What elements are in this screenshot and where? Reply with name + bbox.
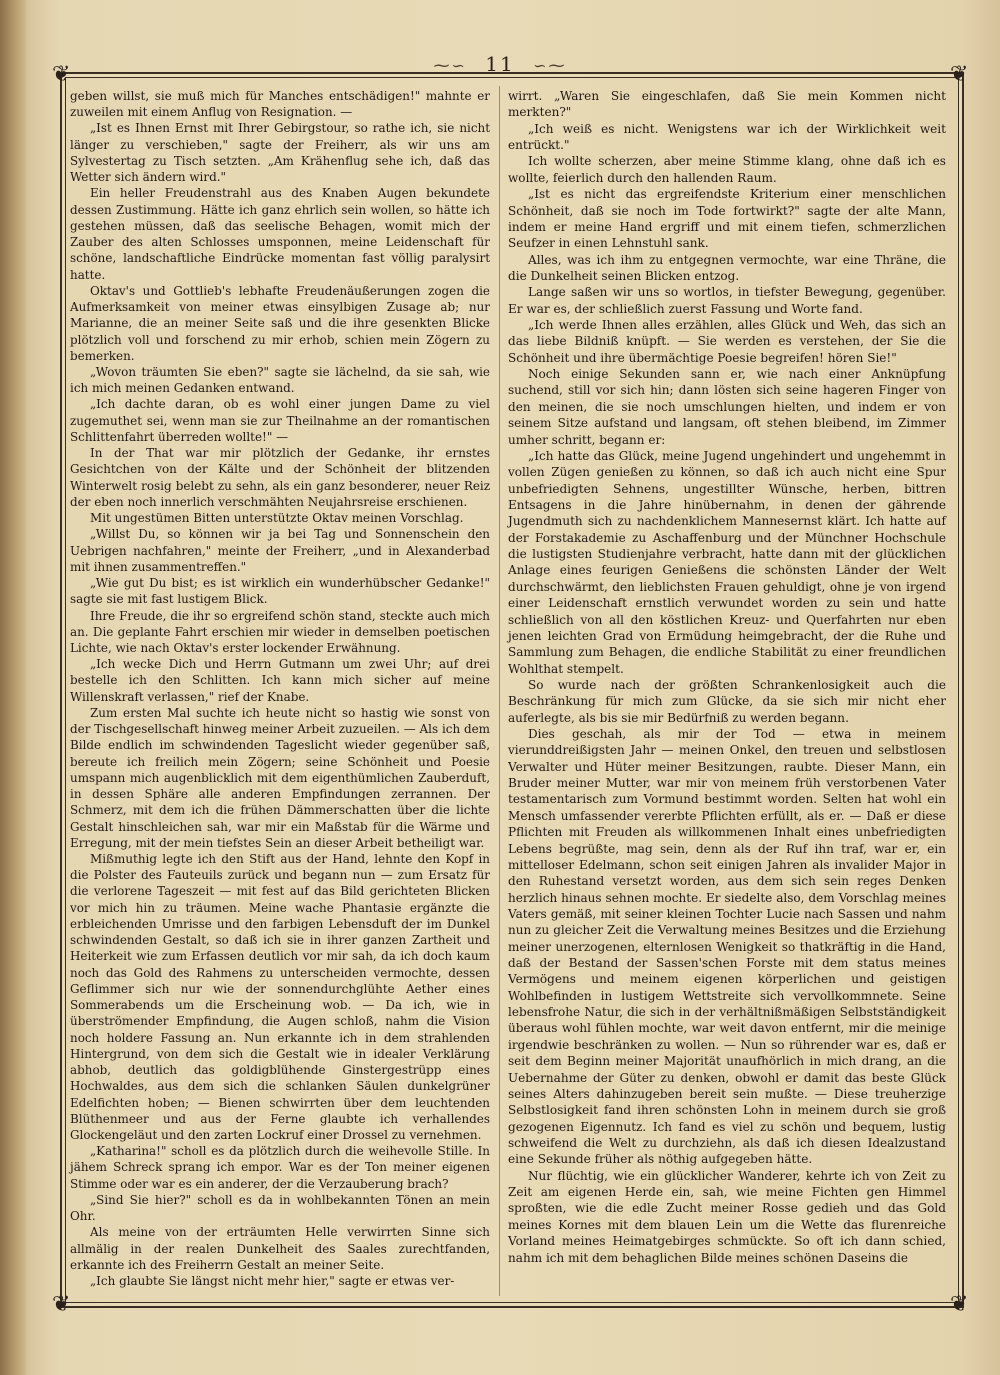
- paragraph: „Ich wecke Dich und Herrn Gutmann um zwei Uhr; auf drei bestelle ich den Schlitten. Ich kann mich sicher auf meine Willenskraft verlassen," rief der Knabe.: [70, 657, 490, 704]
- left-column: [70, 88, 490, 1289]
- paragraph: Ihre Freude, die ihr so ergreifend schön stand, steckte auch mich an. Die geplante Fahrt erschien mir wieder in demselben poetischen Lichte, wie nach Oktav's erster lockender Erwähnung.: [70, 608, 490, 655]
- paragraph: Noch einige Sekunden sann er, wie nach einer Anknüpfung suchend, still vor sich hin; dann lösten sich seine hageren Finger von den meinen, die sie noch umschlungen hielten, und indem er von seinem Sitze aufstand und langsam, oft stehen bleibend, im Zimmer umher schritt, begann er:: [508, 367, 946, 447]
- paragraph: Zum ersten Mal suchte ich heute nicht so hastig wie sonst von der Tischgesellschaft hinweg meiner Arbeit zuzueilen. — Als ich dem Bilde endlich im schwindenden Tageslicht wieder gegenüber saß, bereute ich freilich mein Zögern; seine Schönheit und Poesie umspann mich augenblicklich mit dem eigenthümlichen Zauberduft, in dessen Sphäre alle anderen Empfindungen zerrannen. Der Schmerz, mit dem ich die frühen Dämmerschatten über die lichte Gestalt hinschleichen sah, war mir ein Maßstab für die Wärme und Erregung, mit der mein tiefstes Sein an dieser Arbeit betheiligt war.: [70, 705, 490, 850]
- paragraph: „Wovon träumten Sie eben?" sagte sie lächelnd, da sie sah, wie ich mich meinen Gedanken entwand.: [70, 364, 490, 396]
- paragraph: Ein heller Freudenstrahl aus des Knaben Augen bekundete dessen Zustimmung. Hätte ich ganz ehrlich sein wollen, so hätte ich gestehen müssen, daß das seelische Behagen, womit mich der Zauber des alten Schlosses umsponnen, meine Leidenschaft für schöne, landschaftliche Eindrücke momentan fast völlig paralysirt hatte.: [70, 186, 490, 282]
- paragraph: „Ich weiß es nicht. Wenigstens war ich der Wirklichkeit weit entrückt.": [508, 121, 946, 153]
- column-divider: [499, 86, 500, 1296]
- paragraph: Dies geschah, als mir der Tod — etwa in meinem vierunddreißigsten Jahr — meinen Onkel, den treuen und selbstlosen Verwalter und Hüter meiner Besitzungen, raubte. Dieser Mann, ein Bruder meiner Mutter, war mir von meinem früh verstorbenen Vater testamentarisch zum Vormund bestimmt worden. Selten hat wohl ein Mensch umfassender vererbte Pflichten erfüllt, als er. — Daß er diese Pflichten mit Freuden als willkommenen Inhalt eines unbefriedigten Lebens begrüßte, mag sein, denn als der Ruf ihn traf, war er, ein mittelloser Edelmann, schon seit einigen Jahren als invalider Major in den Ruhestand versetzt worden, aus dem sich sein reges Denken herzlich hinaus sehnen mochte. Er siedelte also, dem Vorschlag meines Vaters gemäß, mit seiner kleinen Tochter Lucie nach Sassen und nahm nun zu gleicher Zeit die Verwaltung meines Besitzes und die Erziehung meiner unerzogenen, elternlosen Wenigkeit so thatkräftig in die Hand, daß der Bestand der Sassen'schen Forste mit dem status meines Vermögens und meinem eigenen körperlichen und geistigen Wohlbefinden in lustigem Wettstreite sich vervollkommnete. Seine lebensfrohe Natur, die sich in der verhältnißmäßigen Selbstständigkeit überaus wohl fühlen mochte, war weit davon entfernt, mir die meinige irgendwie beschränken zu wollen. — Nun so rührender war es, daß er seit dem Beginn meiner Majorität unaufhörlich in mich drang, an die Uebernahme der Güter zu denken, obwohl er damit das beste Glück seines Alters dahinzugeben bereit sein mußte. — Diese treuherzige Selbstlosigkeit fand ihren schönsten Lohn in meinem durch sie groß gezogenen Eigennutz. Ich fand es viel zu schön und bequem, lustig schweifend die Welt zu durchziehn, als daß ich diesen Idealzustand eine Sekunde früher als nöthig aufgegeben hätte.: [508, 727, 946, 1167]
- paragraph: „Sind Sie hier?" scholl es da in wohlbekannten Tönen an mein Ohr.: [70, 1192, 490, 1224]
- corner-ornament-icon: ❦: [52, 62, 71, 87]
- paragraph: Lange saßen wir uns so wortlos, in tiefster Bewegung, gegenüber. Er war es, der schließlich zuerst Fassung und Worte fand.: [508, 285, 946, 316]
- paragraph: „Katharina!" scholl es da plötzlich durch die weihevolle Stille. In jähem Schreck sprang ich empor. War es der Ton meiner eigenen Stimme oder war es ein anderer, der die Verzauberung brach?: [70, 1144, 490, 1191]
- right-column: [508, 88, 946, 1266]
- corner-ornament-icon: ❦: [950, 62, 969, 87]
- paragraph: Oktav's und Gottlieb's lebhafte Freudenäußerungen zogen die Aufmerksamkeit von meiner etwas einsylbigen Zusage ab; nur Marianne, die an meiner Seite saß und die ihre gesenkten Blicke plötzlich voll und forschend zu mir erhob, schien mein Zögern zu bemerken.: [70, 283, 490, 363]
- header-flourish-right: ∽⁓: [533, 56, 567, 75]
- paragraph: Als meine von der erträumten Helle verwirrten Sinne sich allmälig in der realen Dunkelheit des Saales zurechtfanden, erkannte ich des Freiherrn Gestalt an meiner Seite.: [70, 1225, 490, 1272]
- paragraph: Mißmuthig legte ich den Stift aus der Hand, lehnte den Kopf in die Polster des Fauteuils zurück und begann nun — zum Ersatz für die verlorene Tageszeit — mit fest auf das Bild gerichteten Blicken vor mich hin zu träumen. Meine wache Phantasie ergänzte die erbleichenden Umrisse und den farbigen Lebensduft der im Dunkel schwindenden Gestalt, so daß ich sie in ihrer ganzen Zartheit und Heiterkeit wie zum Erfassen deutlich vor mir sah, da ich doch kaum noch das Gold des Rahmens zu unterscheiden vermochte, dessen Geflimmer sich nur wie der sonnendurchglühte Aether eines Sommerabends um die Erscheinung wob. — Da ich, wie in überströmender Empfindung, die Augen schloß, nahm die Vision noch holdere Fassung an. Nun erkannte ich in dem strahlenden Hintergrund, von dem sich die Gestalt wie in idealer Verklärung abhob, deutlich das goldigblühende Ginstergestrüpp eines Hochwaldes, aus dem sich die schlanken Säulen dunkelgrüner Edelfichten hoben; — Bienen schwirrten über dem leuchtenden Blüthenmeer und aus der Ferne glaubte ich verhallendes Glockengeläut und den zarten Lockruf einer Drossel zu vernehmen.: [70, 852, 490, 1142]
- binding-gutter: [0, 0, 26, 1375]
- paragraph: In der That war mir plötzlich der Gedanke, ihr ernstes Gesichtchen von der Kälte und der Schönheit der blitzenden Winterwelt rosig belebt zu sehn, als ein ganz besonderer, neuer Reiz der eben noch innerlich verschmähten Neujahrsreise erschienen.: [70, 446, 490, 509]
- paragraph: „Ist es nicht das ergreifendste Kriterium einer menschlichen Schönheit, daß sie noch im Tode fortwirkt?" sagte der alte Mann, indem er meine Hand ergriff und mit einem tiefen, schmerzlichen Seufzer in einen Lehnstuhl sank.: [508, 187, 946, 251]
- paragraph: „Ich hatte das Glück, meine Jugend ungehindert und ungehemmt in vollen Zügen genießen zu können, so daß ich auch nicht eine Spur unbefriedigten Sehnens, ungestillter Wünsche, herben, bittren Entsagens in die Jahre hinübernahm, in denen der gährende Jugendmuth sich zu nachdenklichem Mannesernst klärt. Ich hatte auf der Forstakademie zu Aschaffenburg und der Münchner Hochschule die lustigsten Studienjahre verbracht, hatte dann mit der glücklichen Anlage eines feurigen Genießens die schönsten Länder der Welt durchschwärmt, den lieblichsten Frauen gehuldigt, ohne je von irgend einer Leidenschaft ernstlich verwundet worden zu sein und hatte schließlich von all den köstlichen Kreuz- und Querfahrten nur eben jenen leichten Grad von Ermüdung heimgebracht, der die Ruhe und Sammlung zum Behagen, die endliche Stabilität zu einer freundlichen Wohlthat stempelt.: [508, 448, 946, 676]
- paragraph: „Wie gut Du bist; es ist wirklich ein wunderhübscher Gedanke!" sagte sie mit fast lustigem Blick.: [70, 576, 490, 607]
- corner-ornament-icon: ❦: [950, 1292, 969, 1317]
- paragraph: „Ich glaubte Sie längst nicht mehr hier," sagte er etwas ver-: [90, 1274, 455, 1289]
- paragraph: „Ich dachte daran, ob es wohl einer jungen Dame zu viel zugemuthet sei, wenn man sie zur Theilnahme an der romantischen Schlittenfahrt überreden wollte!" —: [70, 397, 490, 444]
- paragraph: „Ist es Ihnen Ernst mit Ihrer Gebirgstour, so rathe ich, sie nicht länger zu verschieben," sagte der Freiherr, als wir uns am Sylvestertag zu Tisch setzten. „Am Krähenflug sehe ich, daß das Wetter sich ändern wird.": [70, 121, 490, 185]
- paragraph: Mit ungestümen Bitten unterstützte Oktav meinen Vorschlag.: [90, 511, 464, 526]
- header-flourish-left: ⁓∽: [433, 56, 467, 75]
- paragraph: wirrt. „Waren Sie eingeschlafen, daß Sie mein Kommen nicht merkten?": [508, 89, 946, 120]
- corner-ornament-icon: ❦: [52, 1292, 71, 1317]
- page-number: 11: [485, 52, 515, 76]
- paragraph: Ich wollte scherzen, aber meine Stimme klang, ohne daß ich es wollte, feierlich durch den hallenden Raum.: [508, 154, 946, 185]
- paragraph: Nur flüchtig, wie ein glücklicher Wanderer, kehrte ich von Zeit zu Zeit am eigenen Herde ein, sah, wie meine Fichten gen Himmel sproßten, wie die edle Zucht meiner Rosse gedieh und das Gold meines Kornes mit dem blauen Lein um die Wette das flurenreiche Vorland meines Heimatgebirges schmückte. So oft ich dann schied, nahm ich mit dem behaglichen Bilde meines schönen Daseins die: [508, 1168, 946, 1265]
- paragraph: Alles, was ich ihm zu entgegnen vermochte, war eine Thräne, die die Dunkelheit seinen Blicken entzog.: [508, 252, 946, 283]
- paragraph: geben willst, sie muß mich für Manches entschädigen!" mahnte er zuweilen mit einem Anflug von Resignation. —: [70, 89, 490, 120]
- paragraph: So wurde nach der größten Schrankenlosigkeit auch die Beschränkung für mich zum Glücke, da sie sich mir nicht eher auferlegte, als bis sie mir Bedürfniß zu werden begann.: [508, 677, 946, 725]
- paragraph: „Willst Du, so können wir ja bei Tag und Sonnenschein den Uebrigen nachfahren," meinte der Freiherr, „und in Alexanderbad mit ihnen zusammentreffen.": [70, 527, 490, 574]
- paragraph: „Ich werde Ihnen alles erzählen, alles Glück und Weh, das sich an das liebe Bildniß knüpft. — Sie werden es verstehen, der Sie die Schönheit und ihre übermächtige Poesie begreifen! hören Sie!": [508, 318, 946, 365]
